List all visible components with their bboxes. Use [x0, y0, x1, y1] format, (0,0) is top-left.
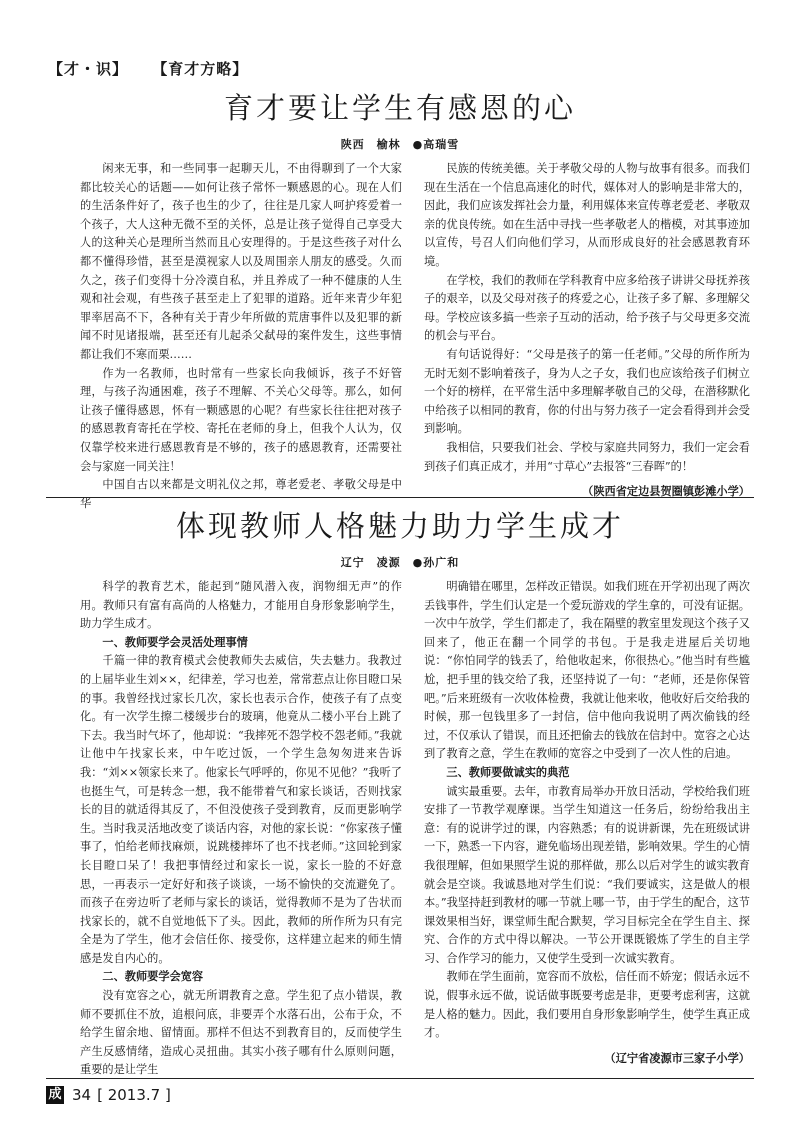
paragraph: 诚实最重要。去年，市教育局举办开放日活动，学校给我们班安排了一节教学观摩课。当学生知道这一任务后，纷纷给我出主意：有的说讲学过的课，内容熟悉；有的说讲新课，先在班级试讲一下，熟悉一下内容，避免临场出现差错，影响效果。学生的心情我很理解，但如果照学生说的那样做，那么以后对学生的诚实教育就会是空谈。我诚恳地对学生们说：“我们要诚实，这是做人的根本。”我坚持赶到教材的哪一节就上哪一节，由于学生的配合，这节课效果相当好，课堂师生配合默契，学习目标完全在学生自主、探究、合作的方式中得以解决。一节公开课既锻炼了学生的自主学习、合作学习的能力，又使学生受到一次诚实教育。	[424, 784, 750, 965]
footer-divider	[46, 1078, 754, 1079]
article2-byline: 辽宁 凌源 ●孙广和	[340, 556, 460, 569]
article1-affiliation: （陕西省定边县贺圈镇彭滩小学）	[582, 484, 750, 499]
column-label: 【育才方略】	[152, 60, 249, 78]
section-heading: 二、教师要学会宽容	[102, 970, 204, 984]
article1-byline: 陕西 榆林 ●高瑞雪	[340, 138, 460, 151]
paragraph: 有句话说得好：“父母是孩子的第一任老师。”父母的所作所为无时无刻不影响着孩子，身为人之子女，我们也应该给孩子们树立一个好的榜样，在平常生活中多理解孝敬自己的父母，在潜移默化中给孩子以相同的教育，你的付出与努力孩子一定会看得到并会受到影响。	[424, 347, 750, 436]
section-heading: 三、教师要做诚实的典范	[446, 765, 570, 779]
article1-left-column	[80, 160, 402, 513]
paragraph: 我相信，只要我们社会、学校与家庭共同努力，我们一定会看到孩子们真正成才，并用“寸草心”去报答“三春晖”的！	[424, 440, 750, 473]
article1-right-column	[424, 160, 750, 501]
page-number: 34	[72, 1086, 92, 1104]
paragraph: 科学的教育艺术，能起到“随风潜入夜，润物细无声”的作用。教师只有富有高尚的人格魅力，才能用自身形象影响学生，助力学生成才。	[80, 580, 402, 631]
section-header	[48, 58, 266, 79]
paragraph: 中国自古以来都是文明礼仪之邦，尊老爱老、孝敬父母是中华	[80, 478, 402, 510]
paragraph: 作为一名教师，也时常有一些家长向我倾诉，孩子不好管理，与孩子沟通困难，孩子不理解、不关心父母等。那么，如何让孩子懂得感恩，怀有一颗感恩的心呢？有些家长往往把对孩子的感恩教育寄托在学校、寄托在老师的身上，但我个人认为，仅仅靠学校来进行感恩教育是不够的，孩子的感恩教育，还需要社会与家庭一同关注！	[80, 366, 402, 473]
paragraph: 明确错在哪里，怎样改正错误。如我们班在开学初出现了两次丢钱事件，学生们认定是一个爱玩游戏的学生拿的，可没有证据。一次中午放学，学生们都走了，我在隔壁的教室里发现这个孩子又回来了，他正在翻一个同学的书包。于是我走进屋后关切地说：“你怕同学的钱丢了，给他收起来，你很热心。”他当时有些尴尬，把手里的钱交给了我，还坚持说了一句：“老师，还是你保管吧。”后来班级有一次收体检费，我就让他来收，他收好后交给我的时候，那一包钱里多了一封信，信中他向我说明了两次偷钱的经过，不仅承认了错误，而且还把偷去的钱放在信封中。宽容之心达到了教育之意，学生在教师的宽容之中受到了一次人性的启迪。	[424, 580, 750, 761]
article2-right-column	[424, 578, 750, 1067]
article-divider	[46, 497, 754, 498]
article2-affiliation: （辽宁省凌源市三家子小学）	[604, 1050, 750, 1065]
issue-date: [ 2013.7 ]	[97, 1086, 171, 1104]
article2-title: 体现教师人格魅力助力学生成才	[175, 509, 624, 543]
page-footer	[46, 1086, 171, 1104]
paragraph: 民族的传统美德。关于孝敬父母的人物与故事有很多。而我们现在生活在一个信息高速化的时代，媒体对人的影响是非常大的，因此，我们应该发挥社会力量，利用媒体来宣传尊老爱老、孝敬双亲的优良传统。如在生活中寻找一些孝敬老人的楷模，对其事迹加以宣传，号召人们向他们学习，从而形成良好的社会感恩教育环境。	[424, 162, 750, 268]
paragraph: 在学校，我们的教师在学科教育中应多给孩子讲讲父母抚养孩子的艰辛，以及父母对孩子的疼爱之心，让孩子多了解、多理解父母。学校应该多搞一些亲子互动的活动，给予孩子与父母更多交流的机会与平台。	[424, 273, 750, 343]
section-heading: 一、教师要学会灵活处理事情	[102, 635, 248, 649]
paragraph: 没有宽容之心，就无所谓教育之意。学生犯了点小错误，教师不要抓住不放，追根问底，非要弄个水落石出，公布于众，不给学生留余地、留情面。那样不但达不到教育目的，反而使学生产生反感情绪，造成心灵扭曲。其实小孩子哪有什么原则问题，重要的是让学生	[80, 989, 402, 1077]
article1-title: 育才要让学生有感恩的心	[223, 91, 576, 125]
paragraph: 闲来无事，和一些同事一起聊天儿，不由得聊到了一个大家都比较关心的话题——如何让孩子常怀一颗感恩的心。现在人们的生活条件好了，孩子也生的少了，往往是几家人呵护疼爱着一个孩子，大人这种无微不至的关怀，总是让孩子觉得自己享受大人的这种关心是理所当然而且心安理得的。于是这些孩子对什么都不懂得珍惜，甚至是漠视家人以及周围亲人朋友的感受。久而久之，孩子们变得十分冷漠自私，并且养成了一种不健康的人生观和社会观，有些孩子甚至走上了犯罪的道路。近年来青少年犯罪率居高不下，各种有关于青少年所做的荒唐事件以及犯罪的新闻不时见诸报端，甚至还有儿起杀父弑母的案件发生，这些事情都让我们不寒而栗……	[80, 162, 402, 361]
paragraph: 教师在学生面前，宽容而不放松，信任而不娇宠；假话永远不说，假事永远不做，说话做事既要考虑是非，更要考虑利害，这就是人格的魅力。因此，我们要用自身形象影响学生，使学生真正成才。	[424, 970, 750, 1040]
section-label: 【才・识】	[48, 60, 129, 78]
magazine-logo-icon: 成	[46, 1086, 64, 1104]
article2-left-column	[80, 578, 402, 1080]
paragraph: 千篇一律的教育模式会使教师失去威信，失去魅力。我教过的上届毕业生刘××，纪律差，学习也差，常常惹点让你目瞪口呆的事。我曾经找过家长几次，家长也表示合作，使孩子有了点变化。有一次学生擦二楼缓步台的玻璃，他竟从二楼小平台上跳了下去。我当时气坏了，他却说：“我摔死不怨学校不怨老师。”我就让他中午找家长来，中午吃过饭，一个学生急匆匆进来告诉我：“刘××领家长来了。他家长气呼呼的，你见不见他？”我听了也挺生气，可是转念一想，我不能带着气和家长谈话，否则找家长的目的就适得其反了，不但没使孩子受到教育，反而更影响学生。当时我灵活地改变了谈话内容，对他的家长说：“你家孩子懂事了，怕给老师找麻烦，说跳楼摔坏了也不找老师。”这回轮到家长目瞪口呆了！我把事情经过和家长一说，家长一脸的不好意思，一再表示一定好好和孩子谈谈，一场不愉快的交流避免了。而孩子在旁边听了老师与家长的谈话，觉得教师不是为了告状而找家长的，就不自觉地低下了头。因此，教师的所作所为只有完全是为了学生，他才会信任你、接受你，这样建立起来的师生情感是发自内心的。	[80, 654, 402, 965]
